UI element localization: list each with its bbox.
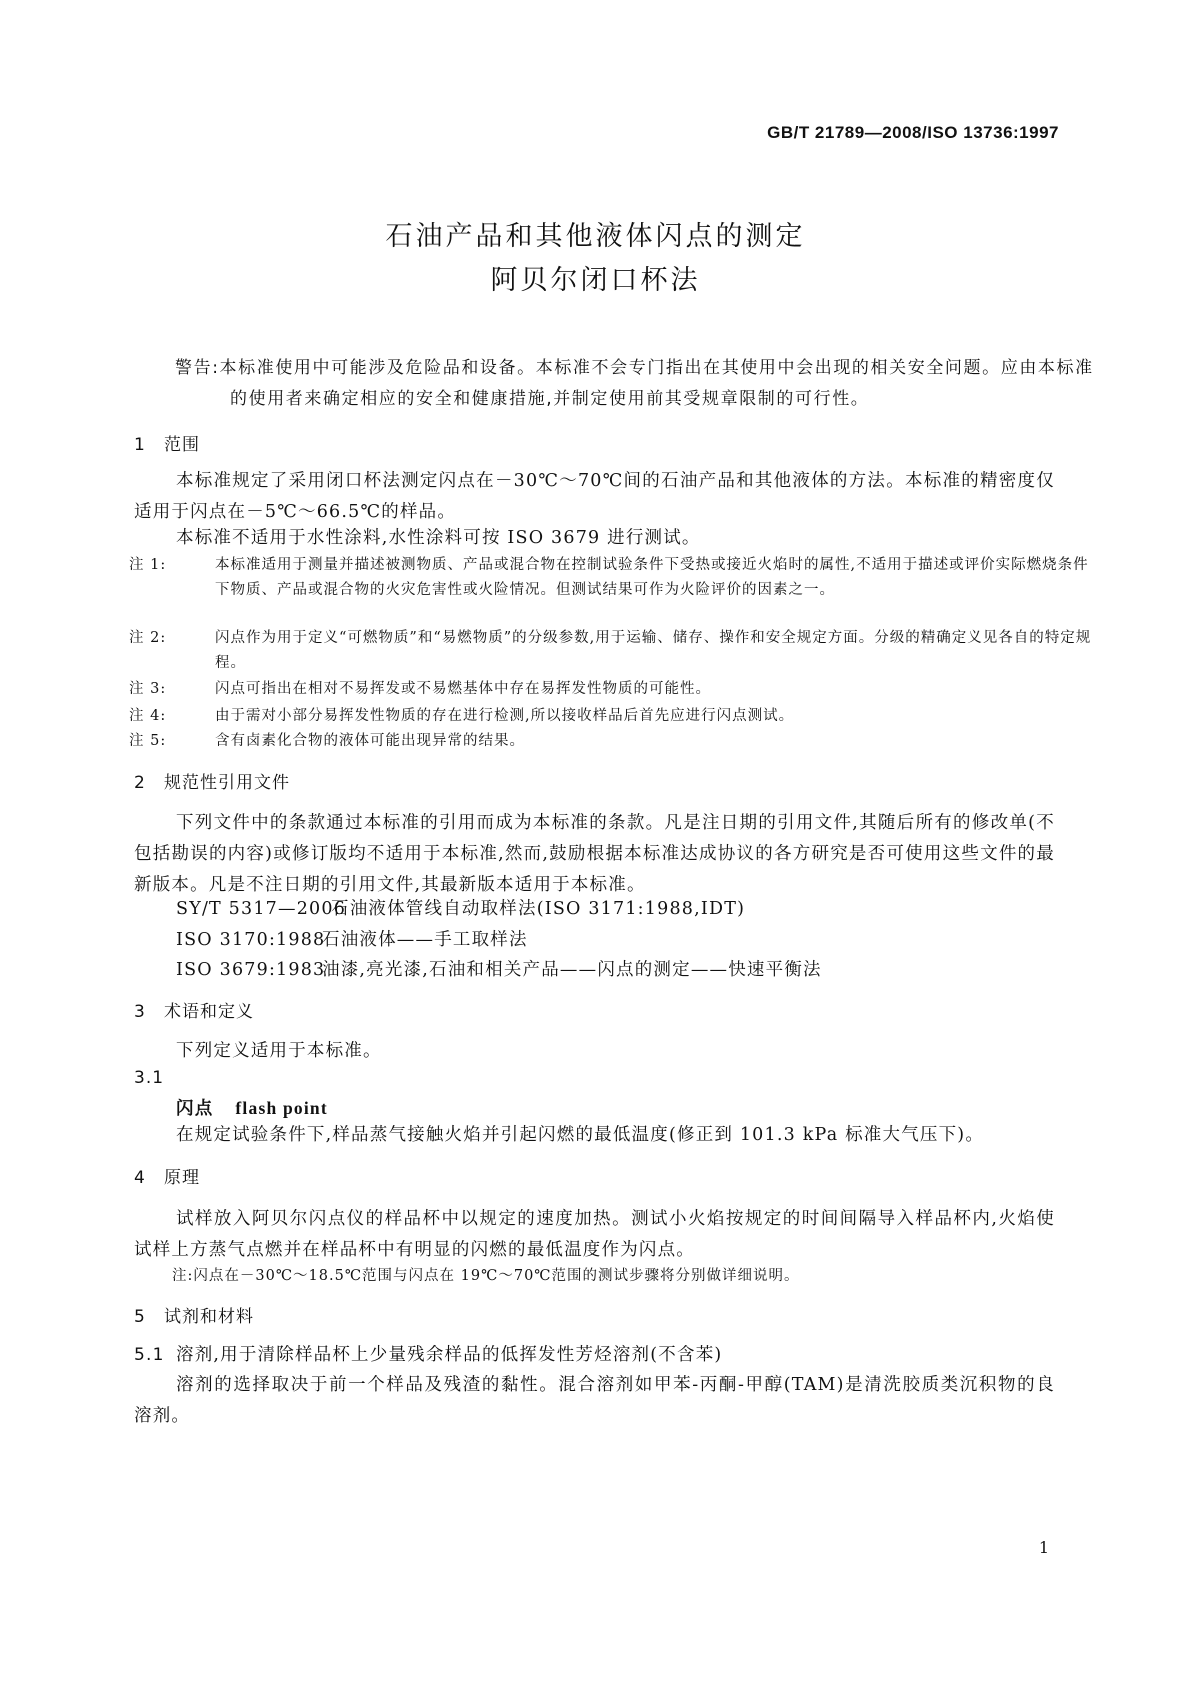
- warning-block: [175, 353, 1110, 415]
- section-5-heading: 5 试剂和材料: [134, 1307, 254, 1327]
- note-2: 注 2: 闪点作为用于定义“可燃物质”和“易燃物质”的分级参数,用于运输、储存、操作和安全规定方面。分级的精确定义见各自的特定规程。: [129, 630, 1092, 671]
- section-1-para-2: 本标准不适用于水性涂料,水性涂料可按 ISO 3679 进行测试。: [176, 528, 701, 548]
- subsection-3-1-number: 3.1: [134, 1068, 165, 1088]
- note-5: 注 5: 含有卤素化合物的液体可能出现异常的结果。: [129, 733, 525, 749]
- section-2-heading: 2 规范性引用文件: [134, 773, 290, 793]
- warning-label: 警告:: [175, 358, 220, 378]
- section-3-para-1: 下列定义适用于本标准。: [176, 1041, 382, 1061]
- reference-3: ISO 3679:1983油漆,亮光漆,石油和相关产品——闪点的测定——快速平衡法: [176, 960, 822, 980]
- note-4: 注 4: 由于需对小部分易挥发性物质的存在进行检测,所以接收样品后首先应进行闪点测试。: [129, 708, 795, 724]
- doc-title-line1: 石油产品和其他液体闪点的测定: [385, 221, 806, 252]
- section-1-para-1: 本标准规定了采用闭口杯法测定闪点在－30℃～70℃间的石油产品和其他液体的方法。本标准的精密度仅适用于闪点在－5℃～66.5℃的样品。: [134, 471, 1055, 522]
- section-2-para-1: 下列文件中的条款通过本标准的引用而成为本标准的条款。凡是注日期的引用文件,其随后所有的修改单(不包括勘误的内容)或修订版均不适用于本标准,然而,鼓励根据本标准达成协议的各方研究是否可使用这些文件的最新版本。凡是不注日期的引用文件,其最新版本适用于本标准。: [134, 813, 1055, 895]
- doc-title-line2: 阿贝尔闭口杯法: [490, 265, 701, 296]
- note-1: 注 1: 本标准适用于测量并描述被测物质、产品或混合物在控制试验条件下受热或接近火焰时的属性,不适用于描述或评价实际燃烧条件下物质、产品或混合物的火灾危害性或火险情况。但测试结果可作为火险评价的因素之一。: [129, 557, 1089, 598]
- reference-2: ISO 3170:1988石油液体——手工取样法: [176, 930, 528, 950]
- section-5-para-1: 溶剂的选择取决于前一个样品及残渣的黏性。混合溶剂如甲苯-丙酮-甲醇(TAM)是清洗胶质类沉积物的良溶剂。: [134, 1375, 1055, 1426]
- section-3-heading: 3 术语和定义: [134, 1002, 254, 1022]
- term-flash-point: 闪点 flash point: [176, 1098, 328, 1119]
- section-4-para-1: 试样放入阿贝尔闪点仪的样品杯中以规定的速度加热。测试小火焰按规定的时间间隔导入样品杯内,火焰使试样上方蒸气点燃并在样品杯中有明显的闪燃的最低温度作为闪点。: [134, 1209, 1055, 1260]
- section-4-note: 注:闪点在－30℃～18.5℃范围与闪点在 19℃～70℃范围的测试步骤将分别做详细说明。: [172, 1268, 800, 1284]
- standard-number: GB/T 21789—2008/ISO 13736:1997: [767, 123, 1059, 142]
- page-number: 1: [1038, 1538, 1049, 1557]
- reference-1: SY/T 5317—2006石油液体管线自动取样法(ISO 3171:1988,IDT): [176, 899, 746, 919]
- warning-text: 本标准使用中可能涉及危险品和设备。本标准不会专门指出在其使用中会出现的相关安全问题。应由本标准的使用者来确定相应的安全和健康措施,并制定使用前其受规章限制的可行性。: [219, 358, 1094, 409]
- section-4-heading: 4 原理: [134, 1168, 200, 1188]
- note-3: 注 3: 闪点可指出在相对不易挥发或不易燃基体中存在易挥发性物质的可能性。: [129, 681, 711, 697]
- section-1-heading: 1 范围: [134, 435, 200, 455]
- term-definition: 在规定试验条件下,样品蒸气接触火焰并引起闪燃的最低温度(修正到 101.3 kPa 标准大气压下)。: [176, 1125, 985, 1145]
- subsection-5-1: 5.1 溶剂,用于清除样品杯上少量残余样品的低挥发性芳烃溶剂(不含苯): [134, 1345, 723, 1365]
